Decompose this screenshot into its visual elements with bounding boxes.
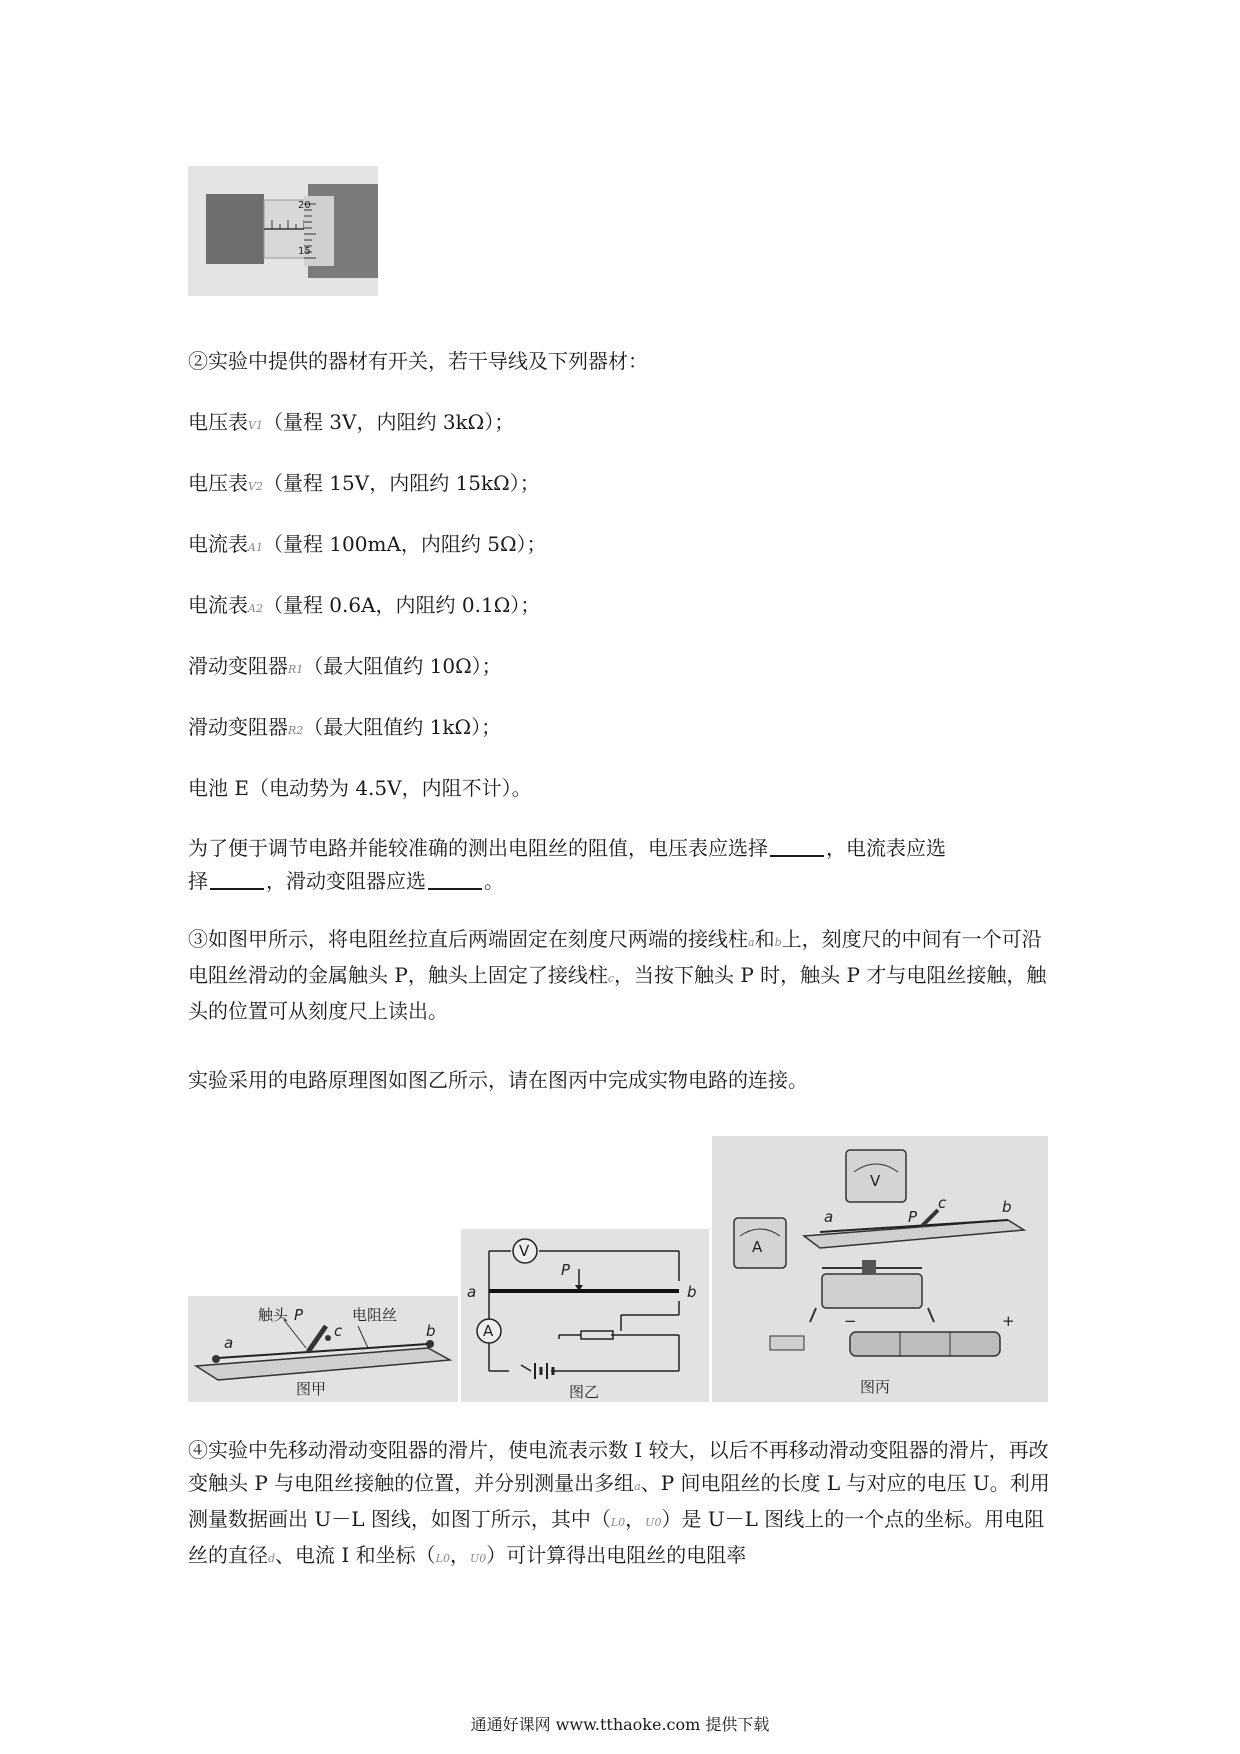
question-text: 为了便于调节电路并能较准确的测出电阻丝的阻值，电压表应选择 — [188, 836, 768, 860]
figure-jia-label-c: c — [334, 1322, 343, 1340]
figure-yi — [461, 1229, 709, 1402]
equipment-symbol: A1 — [248, 541, 263, 554]
equipment-item-6 — [188, 710, 501, 748]
equipment-battery: 电池 E（电动势为 4.5V，内阻不计）。 — [188, 776, 532, 800]
paragraph-text: ， — [625, 1507, 646, 1531]
paragraph-text: ）是 U－L 图线上的一个点的坐标。用电阻丝的直径 — [188, 1507, 1045, 1567]
figure-bing-label-minus: − — [844, 1312, 857, 1330]
paragraph-text: 上，刻度尺的中间有一个可沿电阻丝滑动的金属触头 P，触头上固定了接线柱 — [188, 927, 1042, 987]
figure-bing-label-v: V — [870, 1172, 881, 1190]
micrometer-tick-20: 20 — [298, 200, 311, 211]
equipment-name: 电流表 — [188, 593, 248, 617]
paragraph-text: ，当按下触头 P 时，触头 P 才与电阻丝接触，触头的位置可从刻度尺上读出。 — [188, 963, 1047, 1023]
figure-jia-caption: 图甲 — [296, 1380, 327, 1398]
question-text: 择 — [188, 869, 208, 893]
equipment-name: 电流表 — [188, 532, 248, 556]
figure-yi-label-v: V — [519, 1242, 530, 1260]
section2-intro: ②实验中提供的器材有开关，若干导线及下列器材： — [188, 349, 648, 373]
question-text: ，电流表应选 — [826, 836, 946, 860]
paragraph-text: ③如图甲所示，将电阻丝拉直后两端固定在刻度尺两端的接线柱 — [188, 927, 748, 951]
figure-bing — [712, 1136, 1048, 1402]
figure-bing-label-p: P — [908, 1208, 918, 1226]
question-text: 。 — [484, 869, 504, 893]
figure-jia-label-wire: 电阻丝 — [352, 1306, 398, 1324]
equipment-spec: （量程 100mA，内阻约 5Ω）； — [262, 532, 547, 556]
symbol-u0: U0 — [469, 1552, 487, 1565]
symbol-u0: U0 — [645, 1516, 662, 1529]
symbol-c: c — [607, 972, 614, 985]
paragraph-text: 、P 间电阻丝的长度 L 与对应的电压 U。利用测量数据画出 U－L 图线，如图丁所示，其中（ — [188, 1471, 1050, 1531]
equipment-spec: （量程 3V，内阻约 3kΩ）； — [262, 410, 515, 434]
paragraph-text: 、电流 I 和坐标（ — [275, 1543, 436, 1567]
paragraph-text: ④实验中先移动滑动变阻器的滑片，使电流表示数 I 较大，以后不再移动滑动变阻器的滑片，再改变触头 P 与电阻丝接触的位置，并分别测量出多组 — [188, 1438, 1049, 1495]
equipment-name: 滑动变阻器 — [188, 715, 288, 739]
equipment-symbol: V1 — [248, 419, 263, 432]
symbol-d: d — [268, 1552, 276, 1565]
figure-bing-caption: 图丙 — [860, 1378, 891, 1396]
section3-paragraph — [188, 923, 1058, 1028]
figure-jia-label-touch: 触头 — [258, 1306, 289, 1324]
figure-yi-label-a-meter: A — [483, 1322, 494, 1340]
figure-jia-label-b: b — [426, 1322, 436, 1340]
section2-question — [188, 832, 1058, 898]
symbol-b: b — [774, 936, 782, 949]
equipment-item-2 — [188, 466, 540, 504]
paragraph-text: ）可计算得出电阻丝的电阻率 — [486, 1543, 747, 1567]
micrometer-image — [188, 166, 378, 296]
page-footer: 通通好课网 www.tthaoke.com 提供下载 — [470, 1715, 770, 1734]
figure-bing-label-a: a — [824, 1208, 834, 1226]
figure-bing-label-a-meter: A — [752, 1238, 763, 1256]
equipment-name: 滑动变阻器 — [188, 654, 288, 678]
question-text: ，滑动变阻器应选 — [266, 869, 426, 893]
equipment-symbol: A2 — [248, 602, 263, 615]
micrometer-tick-15: 15 — [298, 246, 311, 257]
symbol-a: a — [748, 936, 755, 949]
figure-yi-label-a: a — [467, 1283, 477, 1301]
equipment-symbol: R1 — [288, 663, 304, 676]
answer-blank-voltmeter[interactable] — [770, 835, 824, 857]
symbol-a: a — [634, 1480, 641, 1493]
figure-yi-label-b: b — [687, 1283, 697, 1301]
equipment-spec: （量程 0.6A，内阻约 0.1Ω）； — [262, 593, 541, 617]
paragraph-text: 和 — [754, 927, 775, 951]
figure-bing-label-b: b — [1002, 1198, 1012, 1216]
equipment-spec: （最大阻值约 1kΩ）； — [303, 715, 502, 739]
figure-bing-label-c: c — [938, 1194, 947, 1212]
section4-paragraph — [188, 1434, 1058, 1575]
equipment-symbol: V2 — [248, 480, 263, 493]
equipment-name: 电压表 — [188, 410, 248, 434]
figure-jia-label-a: a — [224, 1334, 234, 1352]
equipment-item-3 — [188, 527, 547, 565]
figure-yi-caption: 图乙 — [569, 1383, 600, 1401]
figure-bing-label-plus: + — [1002, 1312, 1015, 1330]
answer-blank-rheostat[interactable] — [428, 868, 482, 890]
equipment-spec: （最大阻值约 10Ω）； — [303, 654, 502, 678]
symbol-l0: L0 — [435, 1552, 450, 1565]
equipment-item-5 — [188, 649, 502, 687]
figure-jia — [188, 1296, 458, 1402]
equipment-item-1 — [188, 405, 514, 443]
answer-blank-ammeter[interactable] — [210, 868, 264, 890]
equipment-symbol: R2 — [288, 724, 304, 737]
section3-circuit-instruction: 实验采用的电路原理图如图乙所示，请在图丙中完成实物电路的连接。 — [188, 1068, 808, 1092]
figure-jia-label-p: P — [294, 1306, 304, 1324]
symbol-l0: L0 — [610, 1516, 626, 1529]
paragraph-text: ， — [449, 1543, 470, 1567]
equipment-spec: （量程 15V，内阻约 15kΩ）； — [262, 471, 540, 495]
figure-yi-label-p: P — [561, 1261, 571, 1279]
equipment-name: 电压表 — [188, 471, 248, 495]
equipment-item-4 — [188, 588, 540, 626]
